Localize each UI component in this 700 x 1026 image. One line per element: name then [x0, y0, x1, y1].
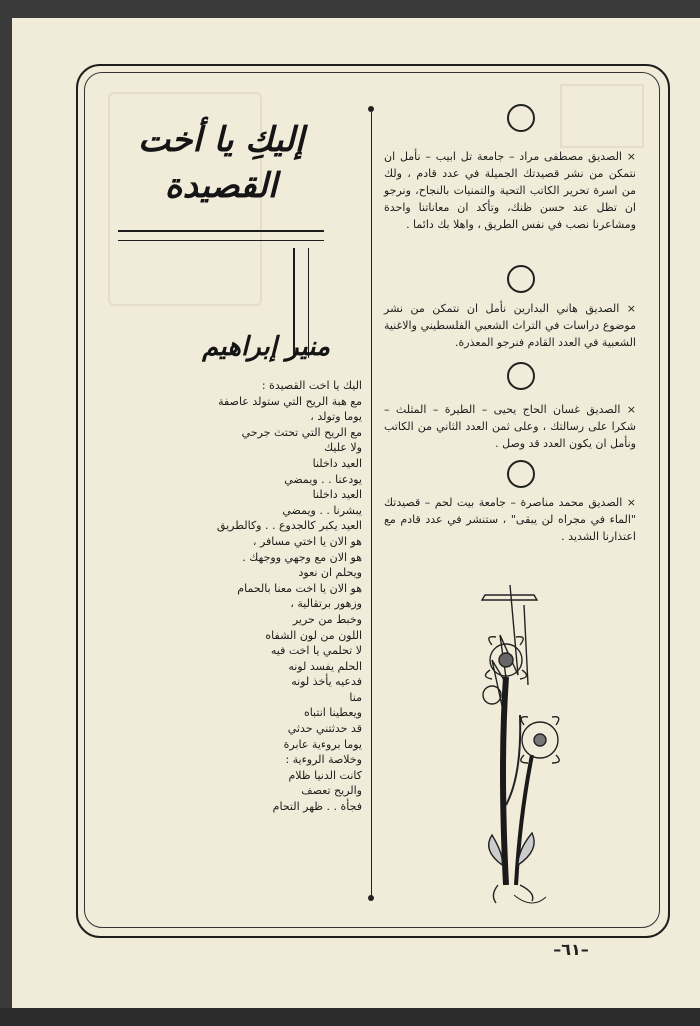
poem-title-line-2: القصيدة — [164, 166, 278, 206]
poem-line: هو الان يا اخت معنا بالحمام — [237, 581, 362, 595]
reply-marker-circle — [507, 104, 535, 132]
reply-note: × الصديق محمد مناصرة – جامعة بيت لحم – قصيدتك "الماء في مجراه لن يبقى" ، ستنشر في عدد قادم مع اعتذارنا الشديد . — [384, 496, 636, 543]
page-number: –٦١– — [553, 940, 589, 959]
poem-line: هو الان يا اختي مسافر ، — [252, 534, 362, 548]
poem-line: مع هبة الريح التي ستولد عاصفة — [218, 394, 362, 408]
poem-body — [150, 378, 362, 815]
divider-top-dot — [368, 106, 374, 112]
poem-line: ويعطينا انتباه — [303, 706, 362, 720]
poem-line: منا — [349, 690, 362, 704]
title-rule-thin — [118, 240, 324, 241]
poem-line: العيد داخلنا — [312, 488, 362, 502]
poem-line: مع الريح التي تحتث جرحي — [241, 425, 362, 439]
poem-line: يبشرنا . . ويمضي — [282, 503, 362, 517]
poem-line: فجأة . . ظهر التحام — [272, 800, 362, 814]
reply-marker-circle — [507, 362, 535, 390]
divider-bottom-dot — [368, 895, 374, 901]
reply-note: × الصديق غسان الحاج يحيى – الطيرة – المثلث – شكرا على رسالتك ، وعلى ثمن العدد الثاني من الكاتب ونأمل ان يكون العدد قد وصل . — [384, 403, 636, 450]
poem-line: هو الان مع وجهي ووجهك . — [242, 550, 362, 564]
poem-line: يوما وتولد ، — [310, 410, 362, 424]
poem-line: وخلاصة الروءية : — [285, 753, 362, 767]
reply-note: × الصديق مصطفى مراد – جامعة تل ابيب – نأمل ان نتمكن من نشر قصيدتك الجميلة في عدد قادم ، ولك من اسرة تحرير الكاتب التحية والتمنيات بالنجاح، ونرجو ان تظل عند حسن ظنك، وتأكد ان معاناتنا واحدة ومشاعرنا نصب في نفس الطريق ، واهلا بك دائما . — [384, 150, 636, 231]
poem-title-line-1: إليكِ يا أخت — [137, 120, 305, 160]
poem-line: لا تحلمي يا اخت فيه — [270, 644, 362, 658]
reply-marker-circle — [507, 460, 535, 488]
poem-line: اليك يا اخت القصيدة : — [261, 379, 362, 392]
poem-line: كانت الدنيا ظلام — [288, 768, 362, 782]
poem-line: ولا عليك — [324, 441, 362, 455]
poem-line: وخبط من حرير — [292, 612, 362, 626]
title-rule — [118, 230, 324, 232]
column-divider — [371, 112, 372, 898]
poem-line: قد حدثتني حدثي — [287, 722, 362, 736]
poem-line: فدعيه يأخذ لونه — [291, 675, 362, 689]
poem-line: العيد داخلنا — [312, 456, 362, 470]
poem-line: والريح تعصف — [301, 784, 362, 798]
flower-illustration — [462, 565, 572, 910]
reply-note: × الصديق هاني البدارين نأمل ان نتمكن من نشر موضوع دراسات في التراث الشعبي الفلسطيني والاغنية الشعبية في العدد القادم فنرجو المعذرة. — [384, 302, 636, 349]
reply-marker-circle — [507, 265, 535, 293]
poem-line: يودعنا . . ويمضي — [284, 472, 362, 486]
poem-line: اللون من لون الشفاه — [265, 628, 362, 642]
poem-line: ويحلم ان نعود — [298, 566, 362, 580]
author-name: منير إبراهيم — [202, 332, 330, 362]
poem-line: العيد يكبر كالجدوع . . وكالطريق — [216, 519, 362, 533]
poem-line: وزهور برتقالية ، — [290, 597, 362, 611]
poem-line: الحلم يفسد لونه — [288, 659, 362, 673]
poem-line: يوما بروءية عابرة — [283, 737, 362, 751]
scan-edge — [0, 1008, 700, 1026]
